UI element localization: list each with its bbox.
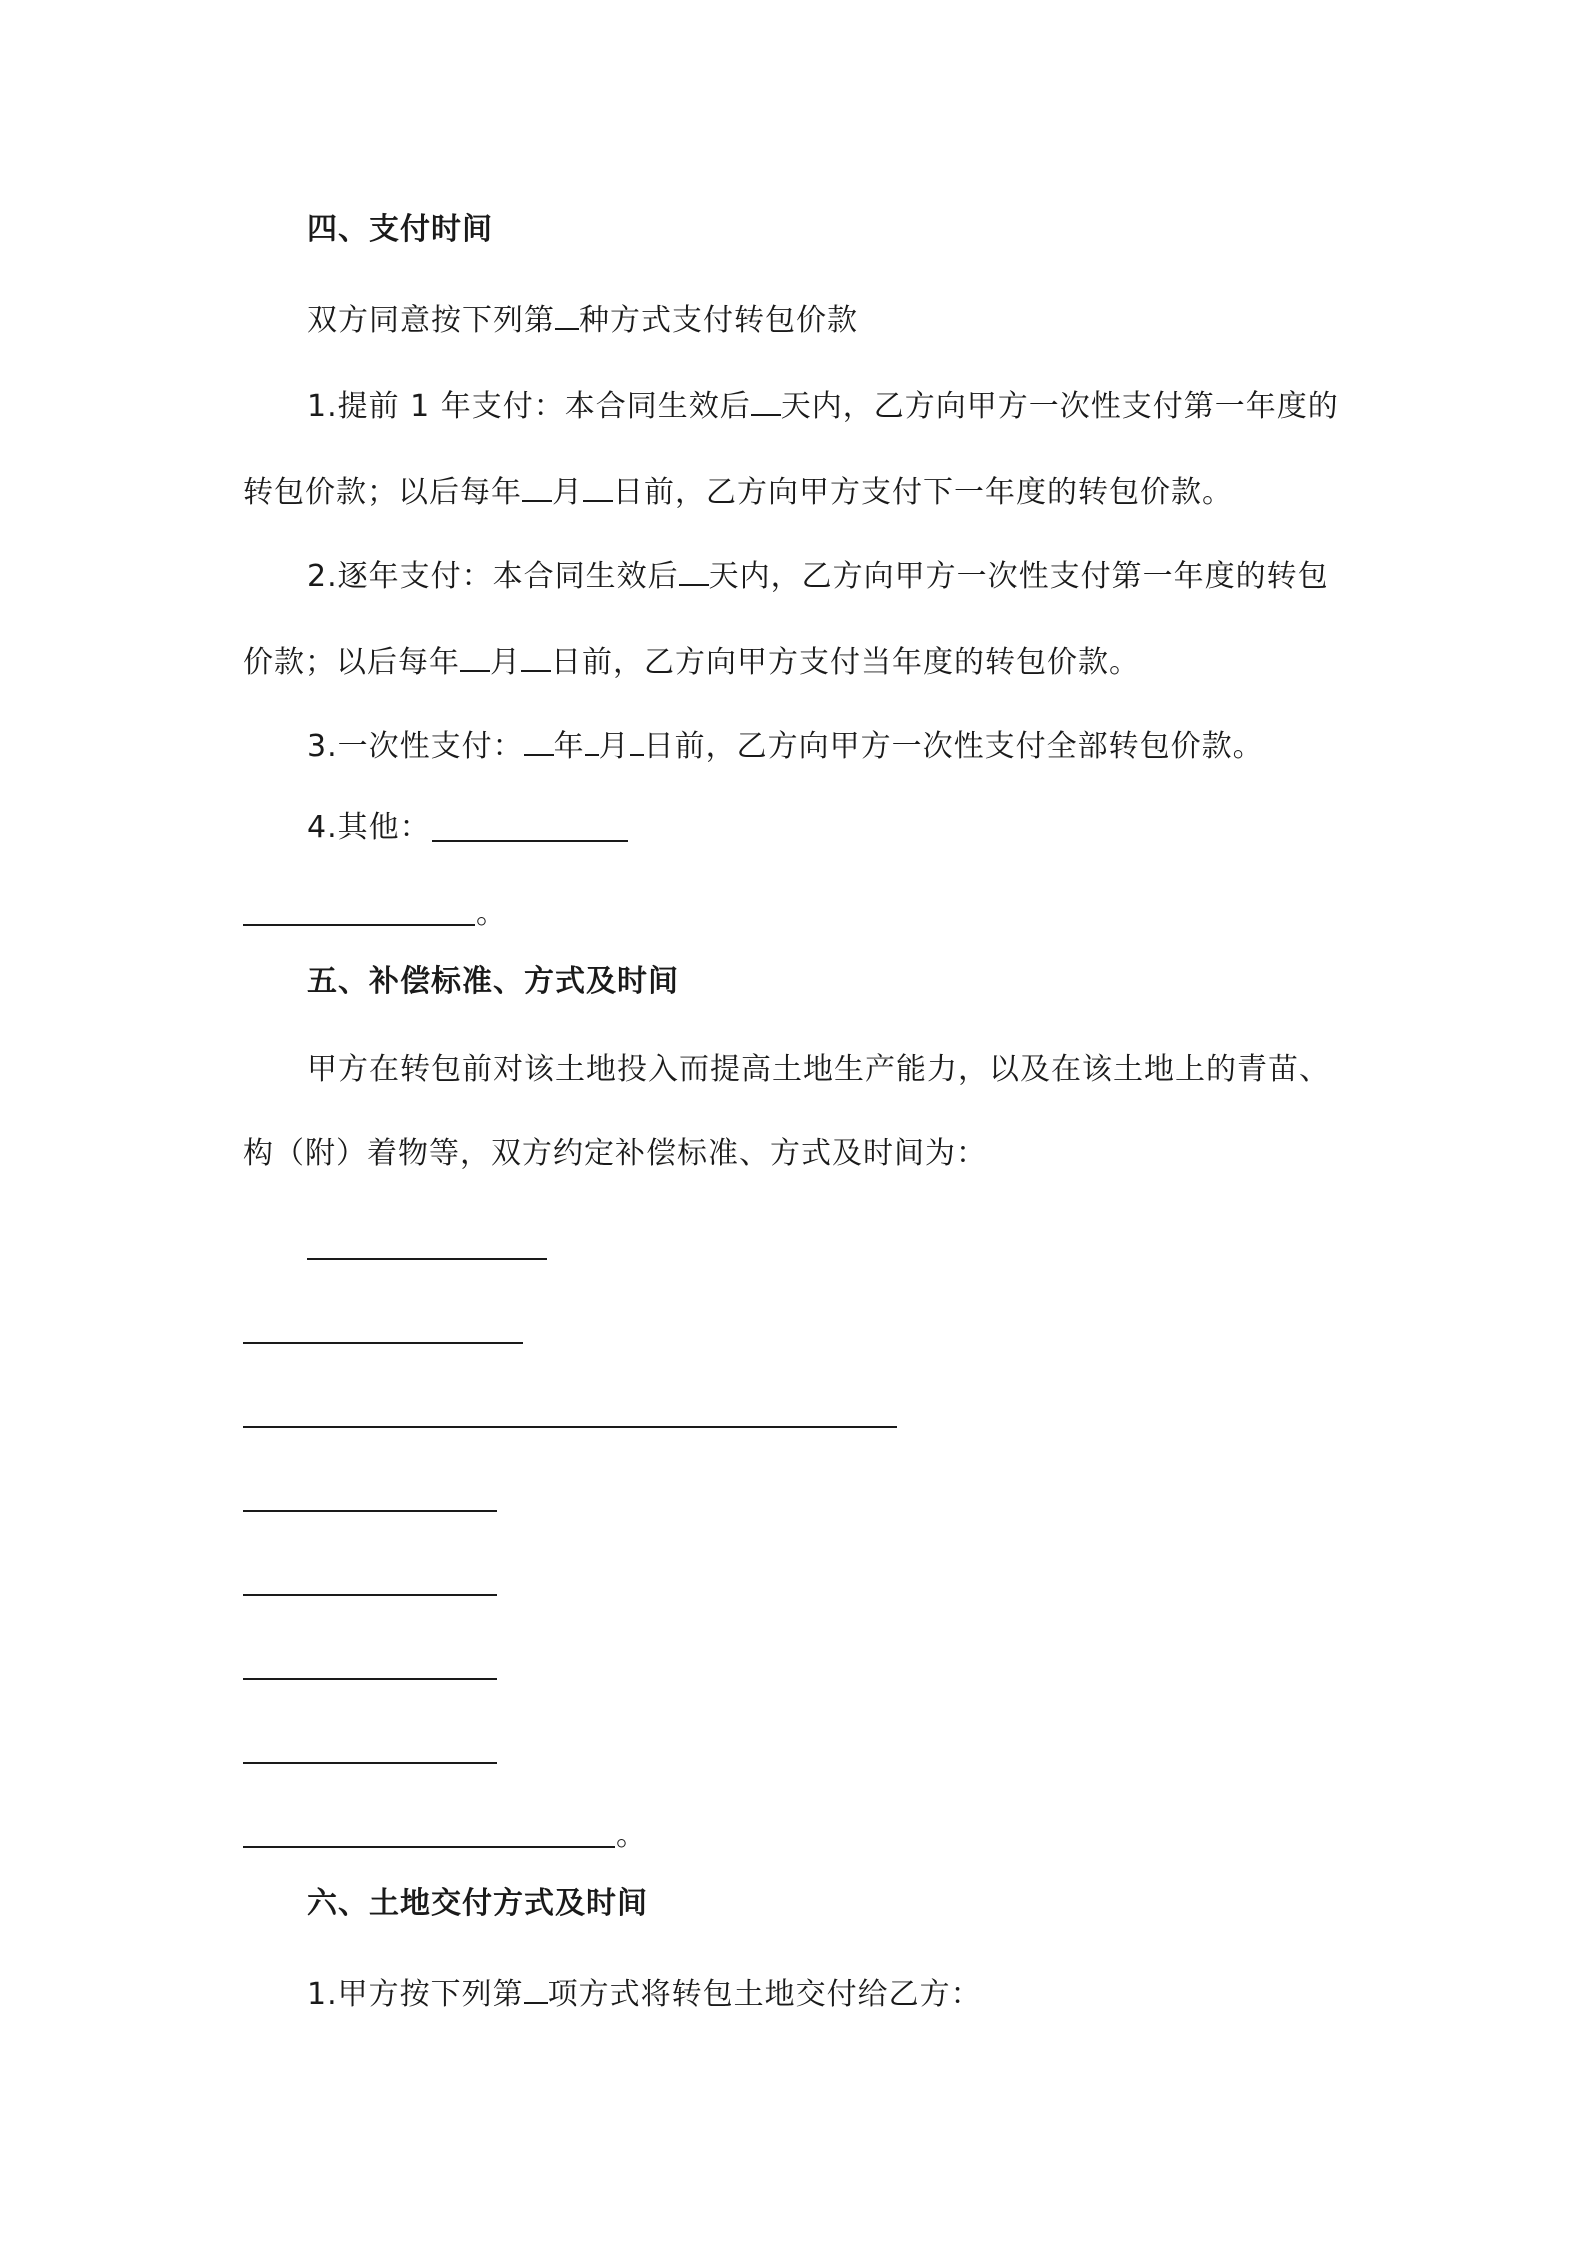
- item-1-text-d: 月: [552, 475, 583, 510]
- section-4-item-2-line-1: [307, 554, 1329, 597]
- item-3-year-blank[interactable]: [524, 724, 554, 756]
- item-1-text-b: 天内，乙方向甲方一次性支付第一年度的: [780, 389, 1339, 424]
- section-6-item-1: [307, 1972, 982, 2015]
- compensation-blank-5[interactable]: [243, 1594, 497, 1596]
- item-3-text-a: 3.一次性支付：: [307, 729, 524, 764]
- item-1-month-blank[interactable]: [522, 470, 552, 502]
- section-6-item-1-text-a: 1.甲方按下列第: [307, 1977, 524, 2012]
- compensation-blank-7[interactable]: [243, 1762, 497, 1764]
- section-4-intro-text-b: 种方式支付转包价款: [579, 303, 858, 338]
- section-4-item-1-line-2: [243, 470, 1233, 513]
- item-3-text-d: 日前，乙方向甲方一次性支付全部转包价款。: [643, 729, 1264, 764]
- item-2-text-d: 月: [490, 645, 521, 680]
- item-2-days-blank[interactable]: [679, 554, 709, 586]
- section-4-intro-text-a: 双方同意按下列第: [307, 303, 555, 338]
- item-3-text-c: 月: [598, 729, 630, 764]
- item-2-text-b: 天内，乙方向甲方一次性支付第一年度的转包: [708, 559, 1329, 594]
- item-1-text-e: 日前，乙方向甲方支付下一年度的转包价款。: [613, 475, 1233, 510]
- compensation-end-mark: 。: [616, 1818, 646, 1853]
- item-4-end-mark: 。: [476, 896, 506, 931]
- compensation-blank-3[interactable]: [243, 1426, 897, 1428]
- section-4-item-1-line-1: [307, 384, 1339, 427]
- section-5-paragraph-line-2: 构（附）着物等，双方约定补偿标准、方式及时间为：: [243, 1136, 987, 1171]
- section-6-item-1-text-b: 项方式将转包土地交付给乙方：: [547, 1977, 982, 2012]
- item-3-month-blank[interactable]: [585, 724, 599, 756]
- item-1-text-a: 1.提前 1 年支付：本合同生效后: [307, 389, 751, 424]
- section-5-paragraph-line-1: 甲方在转包前对该土地投入而提高土地生产能力，以及在该土地上的青苗、: [307, 1052, 1330, 1087]
- section-4-intro: [307, 298, 858, 341]
- item-2-text-c: 价款；以后每年: [243, 645, 460, 680]
- item-2-month-blank[interactable]: [460, 640, 490, 672]
- section-4-item-2-line-2: [243, 640, 1140, 683]
- item-4-continuation-blank[interactable]: [243, 924, 475, 926]
- section-5-heading: 五、补偿标准、方式及时间: [307, 964, 679, 999]
- method-number-blank[interactable]: [555, 298, 579, 330]
- compensation-blank-8[interactable]: [243, 1846, 615, 1848]
- item-1-text-c: 转包价款；以后每年: [243, 475, 522, 510]
- section-4-item-3: [307, 724, 1264, 767]
- item-2-text-a: 2.逐年支付：本合同生效后: [307, 559, 679, 594]
- item-4-other-blank[interactable]: [432, 840, 628, 842]
- compensation-blank-4[interactable]: [243, 1510, 497, 1512]
- item-1-day-blank[interactable]: [583, 470, 613, 502]
- item-4-text-a: 4.其他：: [307, 810, 431, 845]
- compensation-blank-2[interactable]: [243, 1342, 523, 1344]
- section-6-heading: 六、土地交付方式及时间: [307, 1886, 648, 1921]
- section-4-item-4: [307, 808, 431, 848]
- item-3-text-b: 年: [553, 729, 585, 764]
- item-2-text-e: 日前，乙方向甲方支付当年度的转包价款。: [551, 645, 1140, 680]
- section-4-heading: 四、支付时间: [307, 212, 493, 247]
- compensation-blank-6[interactable]: [243, 1678, 497, 1680]
- compensation-blank-1[interactable]: [307, 1258, 547, 1260]
- item-3-day-blank[interactable]: [630, 724, 644, 756]
- item-1-days-blank[interactable]: [751, 384, 781, 416]
- item-2-day-blank[interactable]: [521, 640, 551, 672]
- delivery-method-blank[interactable]: [524, 1972, 548, 2004]
